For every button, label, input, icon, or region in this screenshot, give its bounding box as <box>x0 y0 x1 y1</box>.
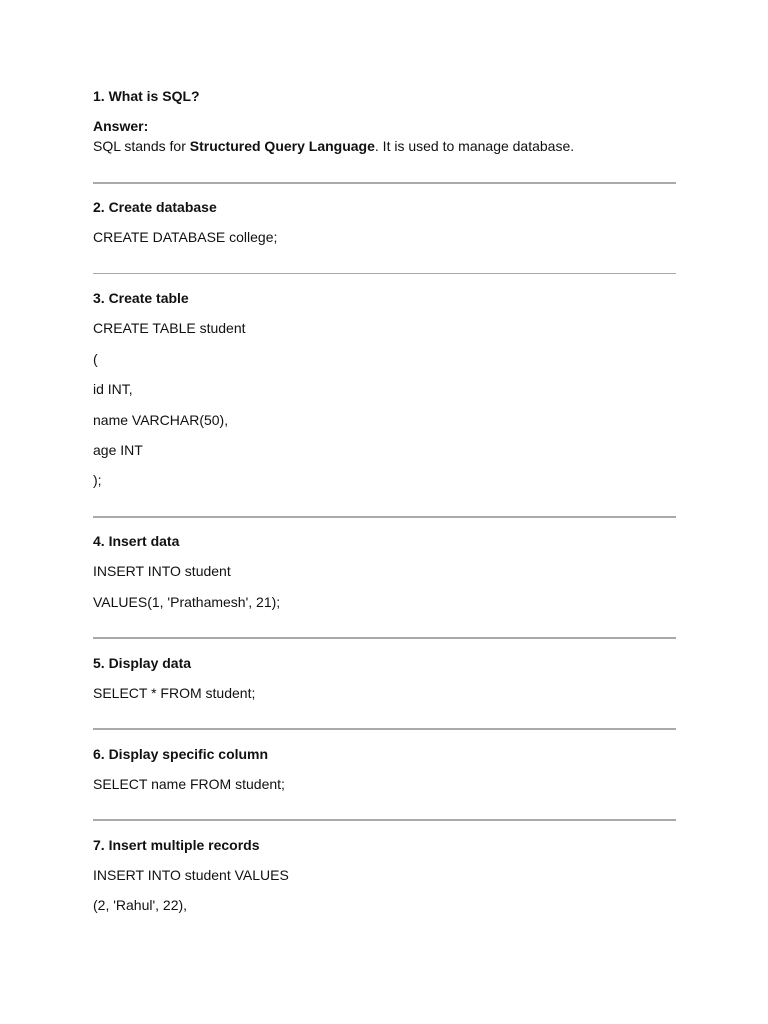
section-1-title: 1. What is SQL? <box>93 88 200 104</box>
section-2-title: 2. Create database <box>93 199 217 215</box>
code-line: ( <box>93 351 98 367</box>
code-line: age INT <box>93 442 143 458</box>
code-line: ); <box>93 472 102 488</box>
section-divider <box>93 728 676 730</box>
code-line: SELECT name FROM student; <box>93 776 285 792</box>
section-3-title: 3. Create table <box>93 290 189 306</box>
section-divider <box>93 819 676 821</box>
code-line: CREATE DATABASE college; <box>93 229 278 245</box>
code-line: VALUES(1, 'Prathamesh', 21); <box>93 594 281 610</box>
section-divider <box>93 273 676 274</box>
code-line: INSERT INTO student VALUES <box>93 867 289 883</box>
answer-bold-term: Structured Query Language <box>189 138 375 154</box>
answer-text <box>93 137 574 155</box>
section-divider <box>93 516 676 518</box>
answer-label: Answer: <box>93 118 149 134</box>
section-divider <box>93 637 676 639</box>
code-line: name VARCHAR(50), <box>93 412 229 428</box>
section-4-title: 4. Insert data <box>93 533 180 549</box>
code-line: CREATE TABLE student <box>93 320 246 336</box>
section-7-title: 7. Insert multiple records <box>93 837 260 853</box>
answer-suffix: . It is used to manage database. <box>374 138 575 154</box>
section-divider <box>93 182 676 184</box>
code-line: SELECT * FROM student; <box>93 685 256 701</box>
code-line: id INT, <box>93 381 133 397</box>
code-line: INSERT INTO student <box>93 563 231 579</box>
section-6-title: 6. Display specific column <box>93 746 269 762</box>
section-5-title: 5. Display data <box>93 655 192 671</box>
answer-prefix: SQL stands for <box>93 138 190 154</box>
code-line: (2, 'Rahul', 22), <box>93 897 188 913</box>
